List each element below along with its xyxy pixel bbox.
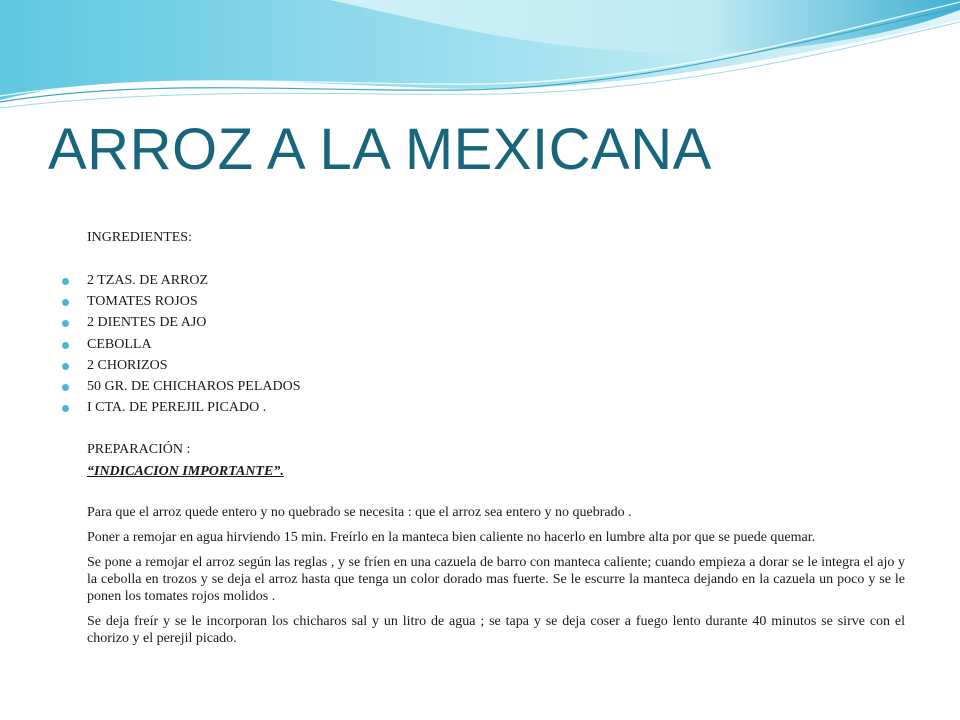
ingredient-text: I CTA. DE PEREJIL PICADO .	[87, 400, 267, 416]
bullet-icon	[62, 299, 69, 306]
preparation-heading: PREPARACIÓN :	[87, 442, 191, 457]
bullet-icon	[62, 342, 69, 349]
ingredient-text: 2 CHORIZOS	[87, 357, 168, 373]
paragraph: Se pone a remojar el arroz según las reglas , y se fríen en una cazuela de barro con manteca caliente; cuando empieza a dorar se le integra el ajo y la cebolla en trozos y se deja el arroz hasta que tenga un color dorado mas fuerte. Se le escurre la manteca dejando en la cazuela un poco y se le ponen los tomates rojos molidos .	[87, 555, 905, 604]
paragraph: Se deja freír y se le incorporan los chicharos sal y un litro de agua ; se tapa y se deja coser a fuego lento durante 40 minutos se sirve con el chorizo y el perejil picado.	[87, 614, 905, 646]
slide-title: ARROZ A LA MEXICANA	[48, 117, 712, 182]
list-item	[62, 293, 301, 314]
bullet-icon	[62, 363, 69, 370]
ingredient-text: TOMATES ROJOS	[87, 294, 198, 310]
paragraph: Poner a remojar en agua hirviendo 15 min. Freírlo en la manteca bien caliente no hacerlo en lumbre alta por que se puede quemar.	[87, 530, 816, 545]
ingredient-text: 2 DIENTES DE AJO	[87, 315, 207, 331]
bullet-icon	[62, 278, 69, 285]
list-item	[62, 336, 301, 357]
ingredient-text: 50 GR. DE CHICHAROS PELADOS	[87, 378, 301, 394]
list-item	[62, 272, 301, 293]
list-item	[62, 314, 301, 335]
ingredient-text: 2 TZAS. DE ARROZ	[87, 273, 209, 288]
bullet-icon	[62, 384, 69, 391]
bullet-icon	[62, 320, 69, 327]
important-note: “INDICACION IMPORTANTE”.	[87, 464, 284, 479]
ingredients-heading: INGREDIENTES:	[87, 230, 192, 245]
bullet-icon	[62, 405, 69, 412]
preparation-steps	[87, 504, 905, 655]
ingredients-list	[62, 272, 301, 420]
list-item	[62, 399, 301, 420]
list-item	[62, 357, 301, 378]
list-item	[62, 378, 301, 399]
header-wave-decoration	[0, 0, 960, 130]
ingredient-text: CEBOLLA	[87, 336, 152, 352]
paragraph: Para que el arroz quede entero y no quebrado se necesita : que el arroz sea entero y no quebrado .	[87, 505, 632, 520]
